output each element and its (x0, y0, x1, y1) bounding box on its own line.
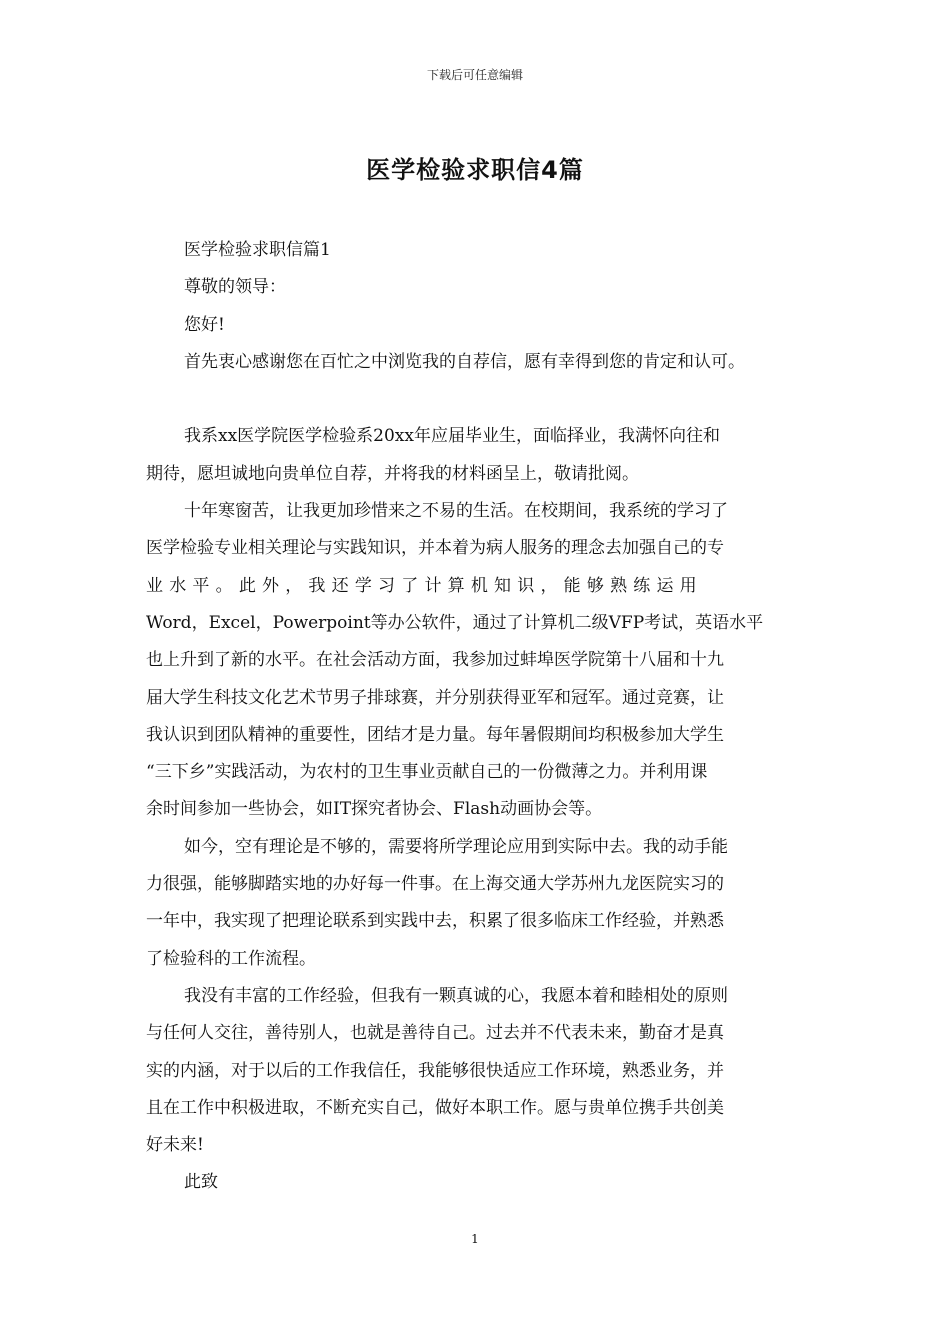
paragraph-line: 医学检验专业相关理论与实践知识，并本着为病人服务的理念去加强自己的专 (146, 538, 724, 559)
paragraph-line: 我系xx医学院医学检验系20xx年应届毕业生，面临择业，我满怀向往和 (184, 426, 720, 447)
closing-line: 此致 (184, 1172, 218, 1193)
paragraph-line: 业 水 平 。 此 外 ， 我 还 学 习 了 计 算 机 知 识 ， 能 够 熟 练 运 用 (146, 575, 698, 596)
greeting: 您好! (184, 314, 225, 335)
paragraph-line: 我没有丰富的工作经验，但我有一颗真诚的心，我愿本着和睦相处的原则 (184, 985, 728, 1006)
paragraph-line: 好未来! (146, 1135, 204, 1156)
salutation: 尊敬的领导： (184, 277, 286, 298)
paragraph-line: 实的内涵，对于以后的工作我信任，我能够很快适应工作环境，熟悉业务，并 (146, 1060, 724, 1081)
paragraph-line: 余时间参加一些协会，如IT探究者协会、Flash动画协会等。 (146, 799, 603, 820)
paragraph-line: 也上升到了新的水平。在社会活动方面，我参加过蚌埠医学院第十八届和十九 (146, 650, 724, 671)
blank-line (146, 381, 806, 418)
paragraph-line: 一年中，我实现了把理论联系到实践中去，积累了很多临床工作经验，并熟悉 (146, 911, 724, 932)
paragraph-line: 十年寒窗苦，让我更加珍惜来之不易的生活。在校期间，我系统的学习了 (184, 501, 728, 522)
document-title: 医学检验求职信4篇 (366, 156, 584, 184)
section-heading: 医学检验求职信篇1 (184, 240, 331, 260)
paragraph-line: Word，Excel，Powerpoint等办公软件，通过了计算机二级VFP考试，英语水平 (146, 612, 764, 633)
paragraph-line: 力很强，能够脚踏实地的办好每一件事。在上海交通大学苏州九龙医院实习的 (146, 874, 724, 895)
document-body (146, 232, 806, 1202)
paragraph-line: 我认识到团队精神的重要性，团结才是力量。每年暑假期间均积极参加大学生 (146, 724, 724, 745)
paragraph-line: 期待，愿坦诚地向贵单位自荐，并将我的材料函呈上，敬请批阅。 (146, 463, 639, 484)
header-note: 下载后可任意编辑 (426, 68, 523, 82)
paragraph-line: 首先衷心感谢您在百忙之中浏览我的自荐信，愿有幸得到您的肯定和认可。 (184, 351, 745, 372)
paragraph-line: 且在工作中积极进取，不断充实自己，做好本职工作。愿与贵单位携手共创美 (146, 1097, 724, 1118)
paragraph-line: 届大学生科技文化艺术节男子排球赛，并分别获得亚军和冠军。通过竞赛，让 (146, 687, 724, 708)
page-number: 1 (471, 1232, 479, 1246)
paragraph-line: 与任何人交往，善待别人，也就是善待自己。过去并不代表未来，勤奋才是真 (146, 1023, 724, 1044)
paragraph-line: 如今，空有理论是不够的，需要将所学理论应用到实际中去。我的动手能 (184, 836, 728, 857)
paragraph-line: “三下乡”实践活动，为农村的卫生事业贡献自己的一份微薄之力。并利用课 (146, 762, 708, 783)
paragraph-line: 了检验科的工作流程。 (146, 948, 316, 969)
